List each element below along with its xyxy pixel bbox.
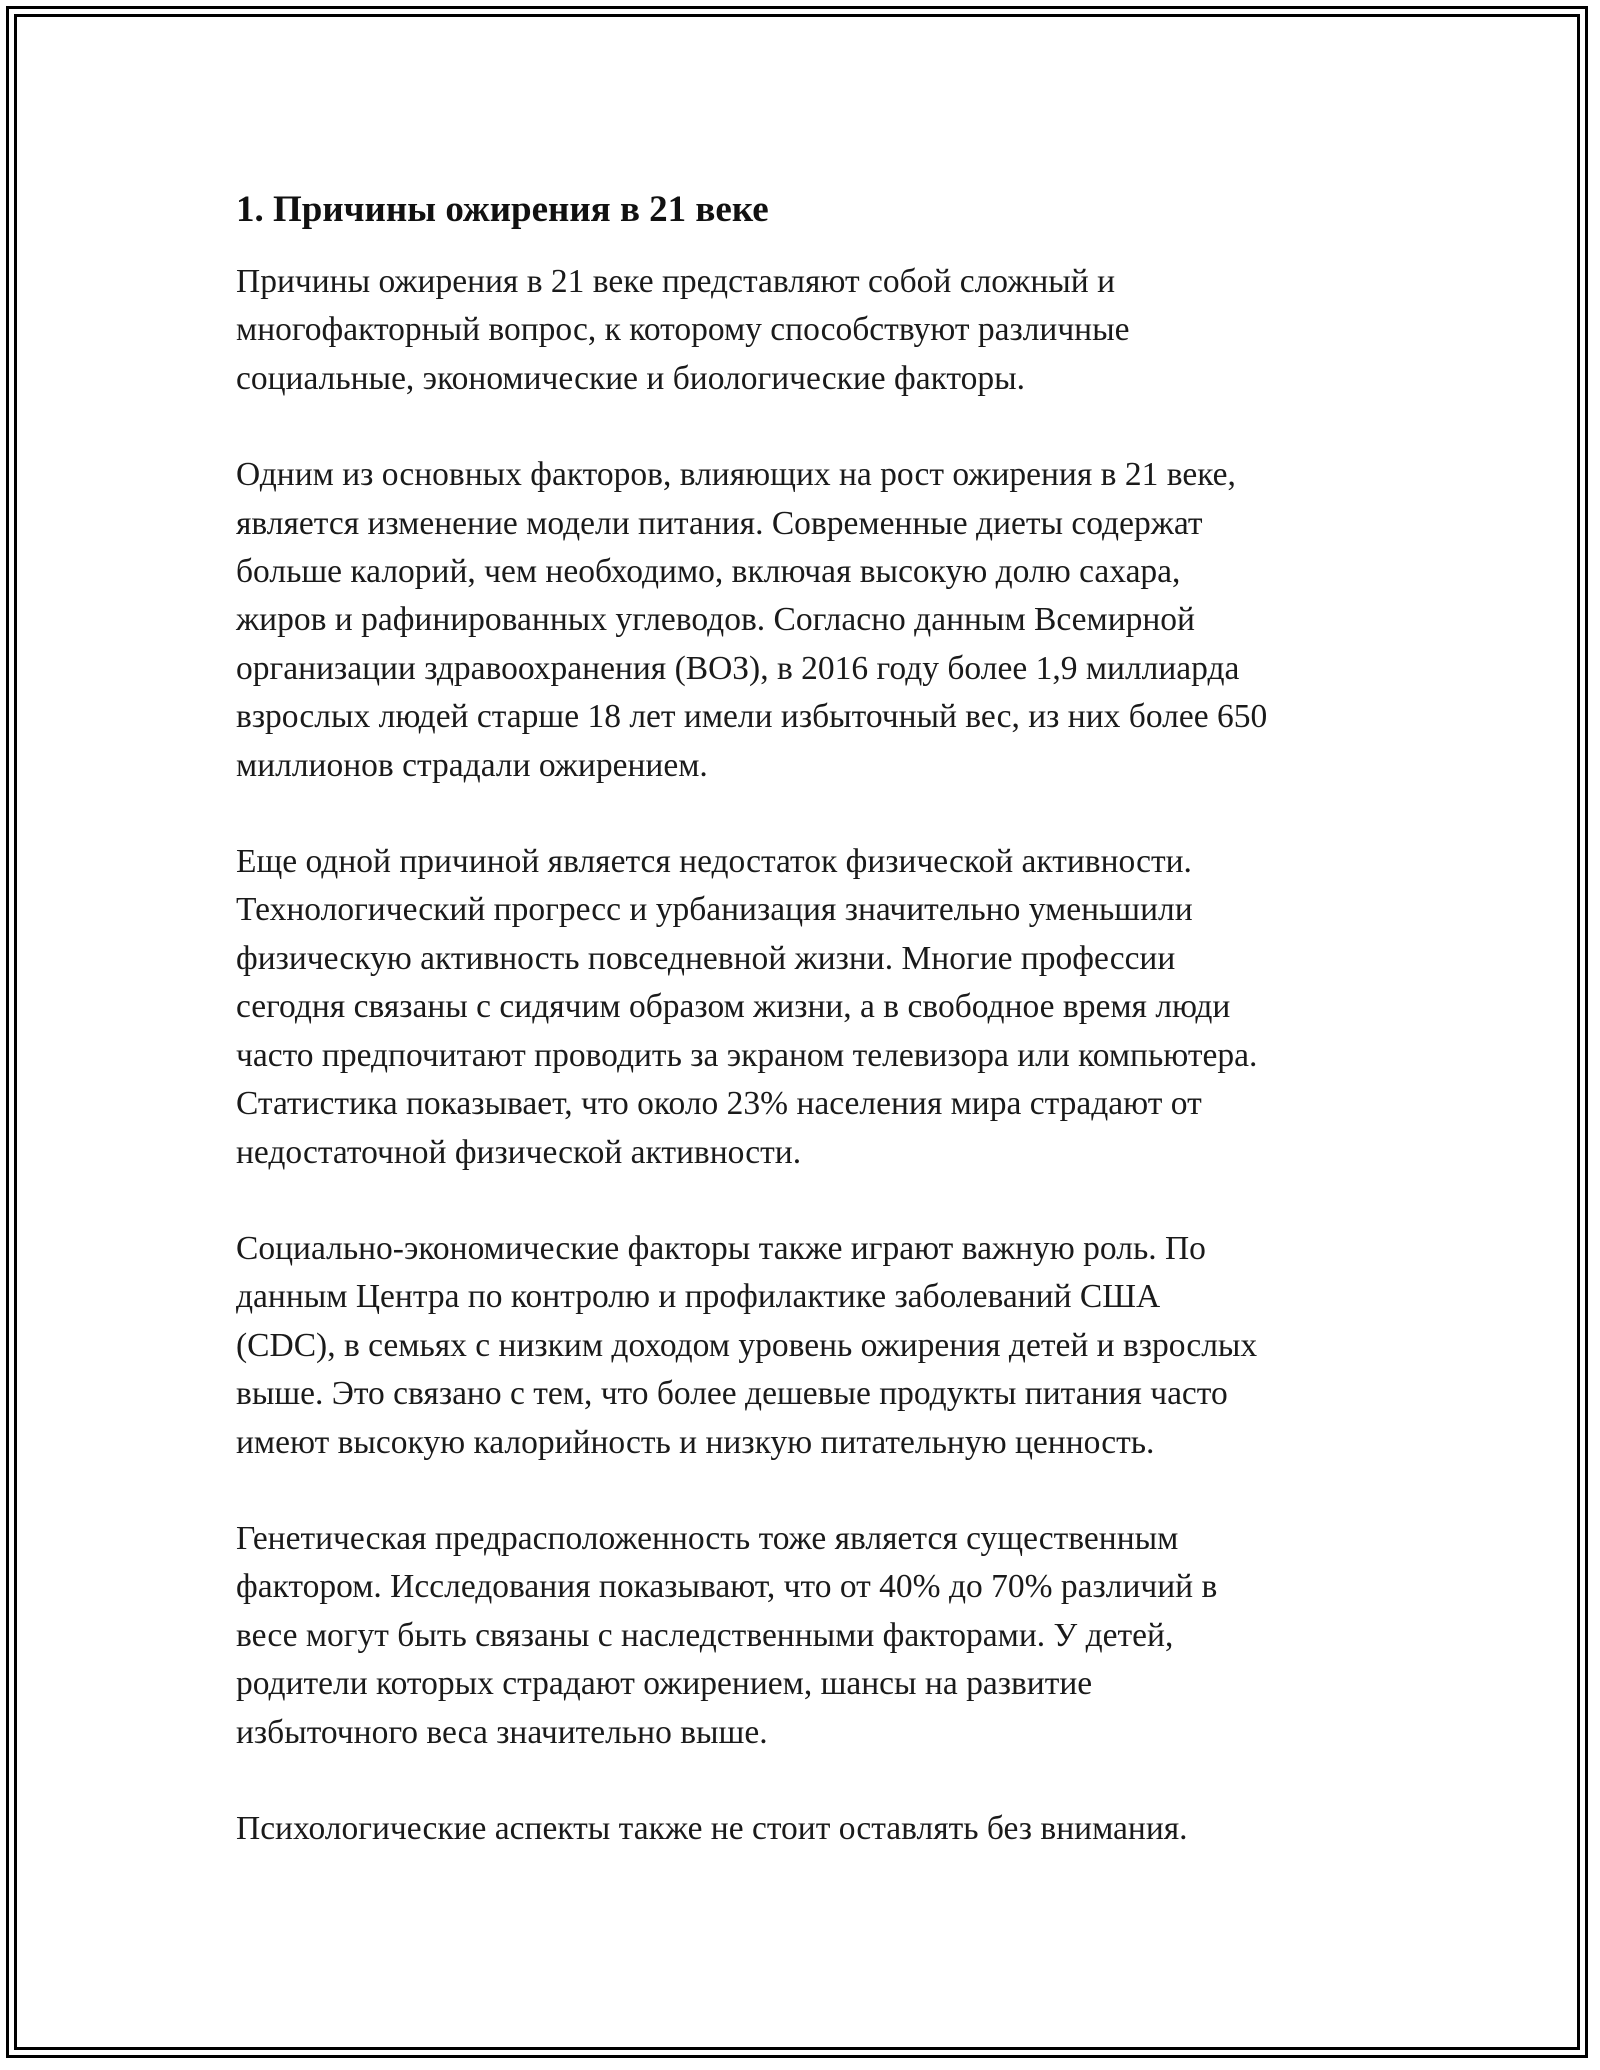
section-heading: 1. Причины ожирения в 21 веке [236, 189, 769, 230]
paragraph-socioeconomic: Социально-экономические факторы также играют важную роль. По данным Центра по контролю и профилактике заболеваний США (CDC), в семьях с низким доходом уровень ожирения детей и взрослых выше. Это связано с тем, что более дешевые продукты питания часто имеют высокую калорийность и низкую питательную ценность. [236, 1229, 1258, 1461]
document-body [236, 186, 1416, 1901]
paragraph-physical-activity: Еще одной причиной является недостаток физической активности. Технологический прогресс и урбанизация значительно уменьшили физическую активность повседневной жизни. Многие профессии сегодня связаны с сидячим образом жизни, а в свободное время люди часто предпочитают проводить за экраном телевизора или компьютера. Статистика показывает, что около 23% населения мира страдают от недостаточной физической активности. [236, 843, 1258, 1171]
paragraph-intro: Причины ожирения в 21 веке представляют собой сложный и многофакторный вопрос, к которому способствуют различные социальные, экономические и биологические факторы. [236, 263, 1130, 397]
paragraph-nutrition: Одним из основных факторов, влияющих на рост ожирения в 21 веке, является изменение модели питания. Современные диеты содержат больше калорий, чем необходимо, включая высокую долю сахара, жиров и рафинированных углеводов. Согласно данным Всемирной организации здравоохранения (ВОЗ), в 2016 году более 1,9 миллиарда взрослых людей старше 18 лет имели избыточный вес, из них более 650 миллионов страдали ожирением. [236, 456, 1268, 784]
paragraph-genetics: Генетическая предрасположенность тоже является существенным фактором. Исследования показывают, что от 40% до 70% различий в весе могут быть связаны с наследственными факторами. У детей, родители которых страдают ожирением, шансы на развитие избыточного веса значительно выше. [236, 1519, 1218, 1751]
paragraph-psychology: Психологические аспекты также не стоит оставлять без внимания. [236, 1809, 1188, 1847]
